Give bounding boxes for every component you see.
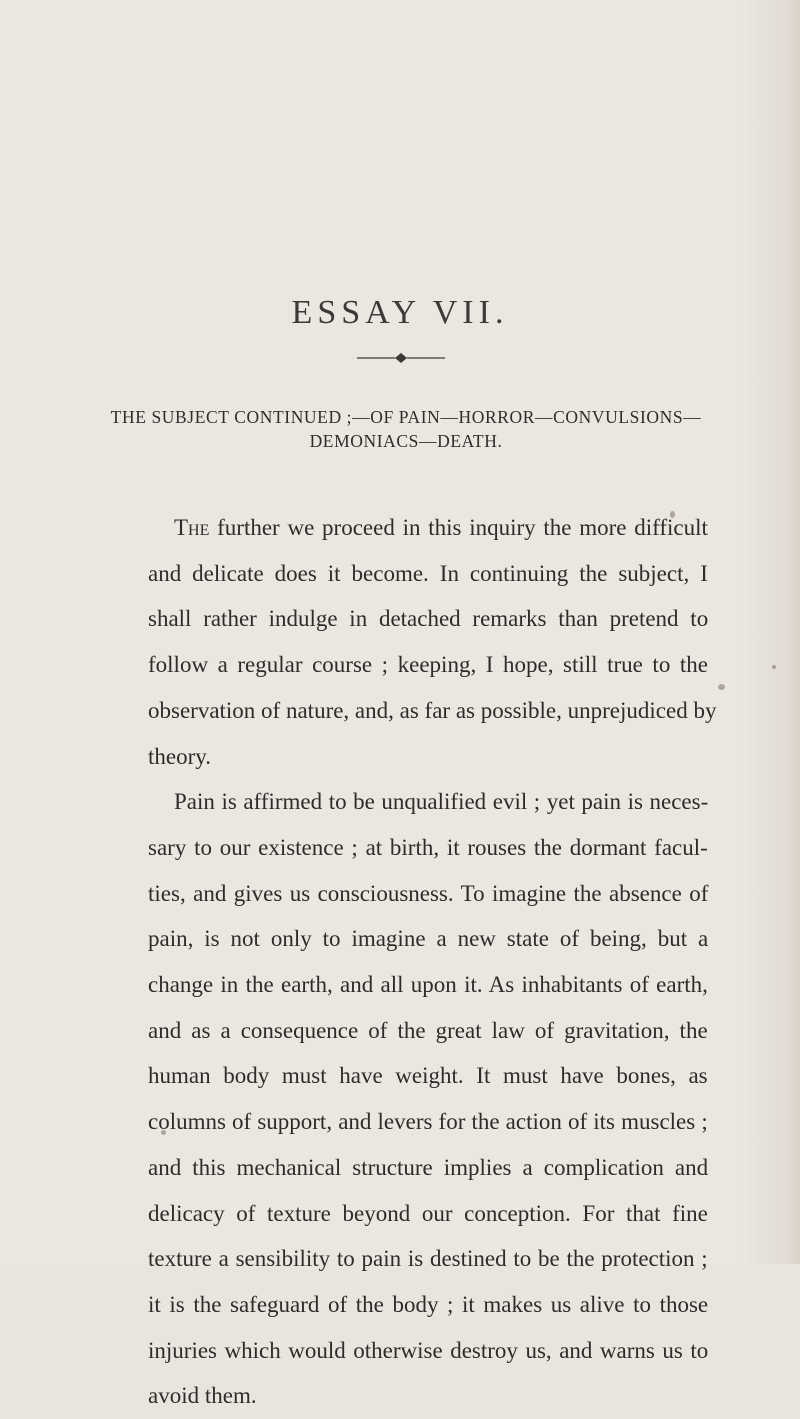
line-remainder: further we proceed in this inquiry the more difficult — [209, 515, 708, 540]
text-line: it is the safeguard of the body ; it makes us alive to those — [148, 1291, 709, 1317]
essay-heading: ESSAY VII. — [291, 294, 509, 331]
text-line: pain, is not only to imagine a new state of being, but a — [148, 926, 709, 952]
text-line: texture a sensibility to pain is destined to be the protection ; — [148, 1246, 708, 1272]
text-line: and delicate does it become. In continuing the subject, I — [148, 560, 708, 586]
text-line — [148, 505, 708, 551]
text-line: observation of nature, and, as far as possible, unprejudiced by — [148, 697, 717, 723]
text-line: injuries which would otherwise destroy us, and warns us to — [148, 1337, 709, 1363]
text-line: shall rather indulge in detached remarks than pretend to — [148, 606, 709, 632]
paper-speck — [161, 1130, 166, 1135]
text-line: delicacy of texture beyond our conception. For that fine — [148, 1200, 708, 1226]
paper-speck — [772, 665, 776, 669]
paper-speck — [718, 684, 725, 690]
ornament-divider — [355, 352, 447, 364]
text-line: change in the earth, and all upon it. As inhabitants of earth, — [148, 972, 708, 998]
paragraph-2 — [148, 779, 708, 1419]
text-line: avoid them. — [148, 1383, 257, 1409]
chapter-subtitle — [76, 405, 736, 453]
subtitle-line: DEMONIACS—DEATH. — [309, 431, 503, 451]
text-line: sary to our existence ; at birth, it rouses the dormant facul- — [148, 834, 708, 860]
text-line: columns of support, and levers for the action of its muscles ; — [148, 1109, 708, 1135]
text-line: follow a regular course ; keeping, I hope, still true to the — [148, 652, 708, 678]
text-line: and this mechanical structure implies a complication and — [148, 1154, 709, 1180]
text-line: Pain is affirmed to be unqualified evil ; yet pain is neces- — [174, 789, 709, 815]
drop-word: The — [174, 515, 210, 540]
subtitle-line: THE SUBJECT CONTINUED ;—OF PAIN—HORROR—CONVULSIONS— — [110, 407, 702, 427]
text-line: ties, and gives us consciousness. To imagine the absence of — [148, 880, 709, 906]
text-line: and as a consequence of the great law of gravitation, the — [148, 1017, 708, 1043]
paragraph-1 — [148, 505, 717, 779]
text-line: theory. — [148, 743, 212, 769]
essay-body — [148, 505, 717, 1419]
paper-speck — [670, 511, 675, 518]
text-line: human body must have weight. It must have bones, as — [148, 1063, 708, 1089]
